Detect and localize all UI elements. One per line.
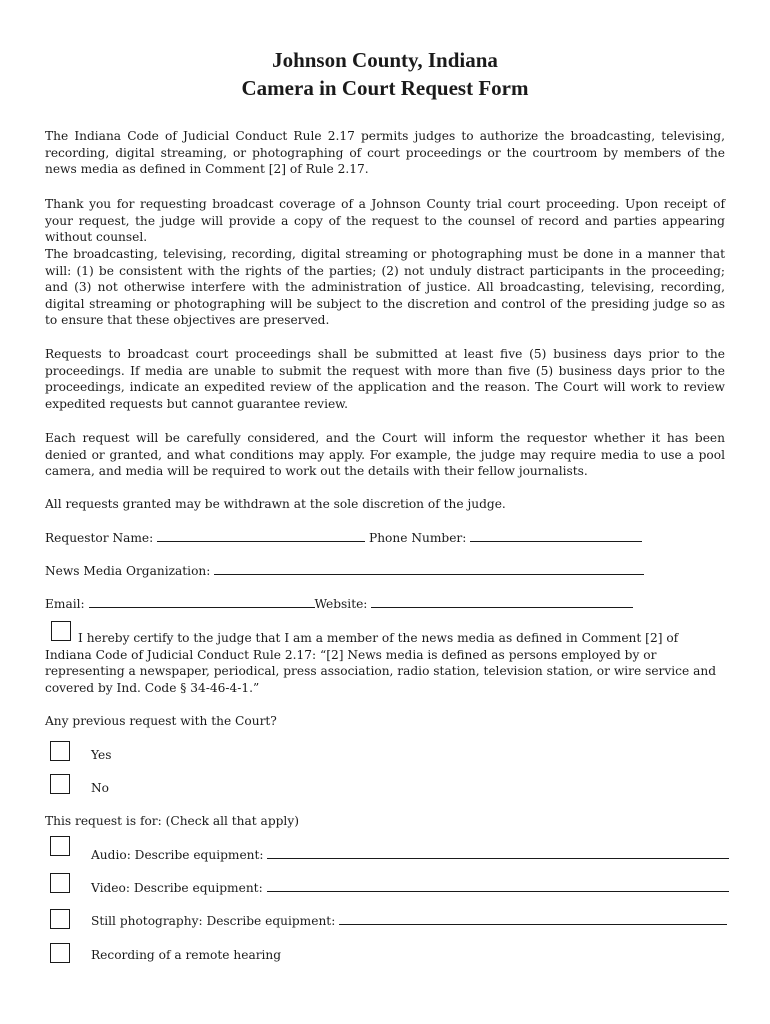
previous-request-no-label: No (91, 781, 110, 795)
website-field[interactable] (371, 596, 633, 608)
email-field[interactable] (89, 596, 315, 608)
withdrawal-paragraph: All requests granted may be withdrawn at the sole discretion of the judge. (45, 497, 506, 511)
still-photography-checkbox[interactable] (50, 909, 70, 929)
organization-label: News Media Organization: (45, 564, 211, 578)
video-label: Video: Describe equipment: (91, 881, 263, 895)
still-photography-label: Still photography: Describe equipment: (91, 914, 336, 928)
website-label: Website: (314, 597, 368, 611)
audio-equipment-field[interactable] (267, 847, 729, 859)
organization-field[interactable] (214, 563, 644, 575)
video-equipment-field[interactable] (267, 880, 729, 892)
requestor-name-field[interactable] (157, 530, 365, 542)
requestor-name-label: Requestor Name: (45, 531, 154, 545)
video-row (91, 880, 729, 896)
intro-paragraph: The Indiana Code of Judicial Conduct Rule 2.17 permits judges to authorize the broadcasting, televising, recording, digital streaming, or photographing of court proceedings or the courtroom by members of the news media as defined in Comment [2] of Rule 2.17. (45, 129, 725, 176)
email-label: Email: (45, 597, 85, 611)
certify-statement: I hereby certify to the judge that I am a member of the news media as defined in Comment [2] of Indiana Code of Judicial Conduct Rule 2.17: “[2] News media is defined as persons employed by or representing a newspaper, periodical, press association, radio station, television station, or wire service and covered by Ind. Code § 34-46-4-1.” (45, 631, 716, 695)
email-website-row (45, 596, 633, 612)
audio-checkbox[interactable] (50, 836, 70, 856)
previous-request-yes-checkbox[interactable] (50, 741, 70, 761)
form-title: Camera in Court Request Form (241, 76, 529, 100)
remote-hearing-label: Recording of a remote hearing (91, 948, 282, 962)
video-checkbox[interactable] (50, 873, 70, 893)
consideration-paragraph: Each request will be carefully considered, and the Court will inform the requestor whether it has been denied or granted, and what conditions may apply. For example, the judge may require media to use a pool camera, and media will be required to work out the details with their fellow journalists. (45, 431, 725, 478)
requestor-phone-row (45, 530, 642, 546)
audio-row (91, 847, 729, 863)
remote-hearing-checkbox[interactable] (50, 943, 70, 963)
request-type-question: This request is for: (Check all that apply) (45, 814, 299, 828)
organization-row (45, 563, 644, 579)
timing-paragraph: Requests to broadcast court proceedings shall be submitted at least five (5) business days prior to the proceedings. If media are unable to submit the request with more than five (5) business days prior to the proceedings, indicate an expedited review of the application and the reason. The Court will work to review expedited requests but cannot guarantee review. (45, 347, 725, 411)
still-photography-equipment-field[interactable] (339, 913, 727, 925)
phone-number-label: Phone Number: (369, 531, 467, 545)
form-county-title: Johnson County, Indiana (272, 48, 498, 72)
audio-label: Audio: Describe equipment: (91, 848, 264, 862)
previous-request-yes-label: Yes (91, 748, 112, 762)
previous-request-question: Any previous request with the Court? (45, 714, 277, 728)
still-photography-row (91, 913, 727, 929)
conditions-paragraph: The broadcasting, televising, recording, digital streaming or photographing must be done in a manner that will: (1) be consistent with the rights of the parties; (2) not unduly distract participants in the proceeding; and (3) not otherwise interfere with the administration of justice. All broadcasting, televising, recording, digital streaming or photographing will be subject to the discretion and control of the presiding judge so as to ensure that these objectives are preserved. (45, 247, 725, 327)
previous-request-no-checkbox[interactable] (50, 774, 70, 794)
thanks-paragraph: Thank you for requesting broadcast coverage of a Johnson County trial court proceeding. Upon receipt of your request, the judge will provide a copy of the request to the counsel of record and parties appearing without counsel. (45, 197, 725, 244)
phone-number-field[interactable] (470, 530, 642, 542)
